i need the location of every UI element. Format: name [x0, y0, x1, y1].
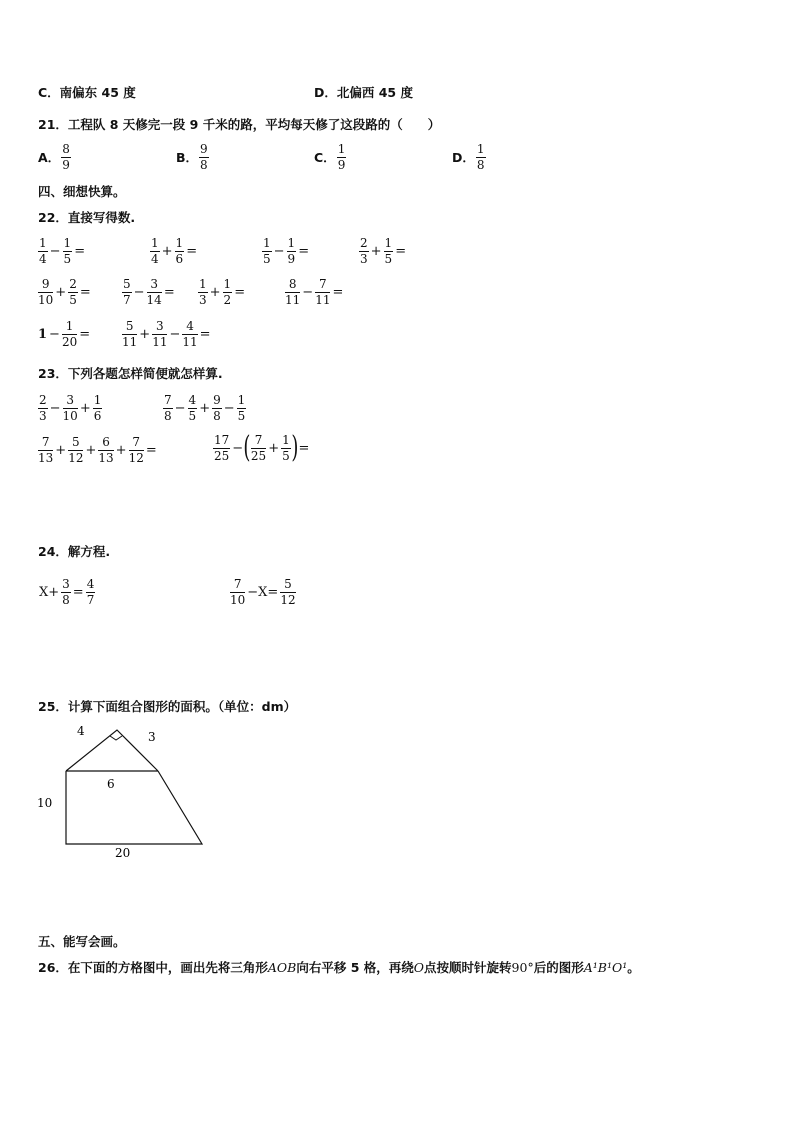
label-bottom: 20: [115, 846, 131, 860]
q22-item-8: $\frac{8}{11}$ − $\frac{7}{11}$ =: [285, 277, 344, 307]
q23-expr-1: $\frac{2}{3}$ − $\frac{3}{10}$ + $\frac{1}{6}$: [39, 393, 102, 423]
composite-figure: [30, 720, 230, 865]
q21-option-d: D． $\frac{1}{8}$: [452, 142, 485, 172]
section-5-title: 五、能写会画。: [38, 934, 126, 949]
label-left-leg: 4: [77, 724, 85, 738]
q22-item-2: $\frac{1}{4}$ + $\frac{1}{6}$ =: [151, 236, 198, 266]
q22-item-4: $\frac{2}{3}$ + $\frac{1}{5}$ =: [360, 236, 407, 266]
q25-title: 25．计算下面组合图形的面积。（单位：dm）: [38, 699, 297, 714]
label-right-leg: 3: [148, 730, 156, 744]
q22-item-3: $\frac{1}{5}$ − $\frac{1}{9}$ =: [263, 236, 310, 266]
label-base: 6: [107, 777, 115, 791]
q22-item-1: $\frac{1}{4}$ − $\frac{1}{5}$ =: [39, 236, 86, 266]
q22-item-9: 1 − $\frac{1}{20}$ =: [38, 319, 91, 349]
section-4-title: 四、细想快算。: [38, 184, 126, 199]
q23-expr-3: $\frac{7}{13}$ + $\frac{5}{12}$ + $\frac{6}{13}$ + $\frac{7}{12}$ =: [38, 435, 157, 465]
q23-expr-2: $\frac{7}{8}$ − $\frac{4}{5}$ + $\frac{9}{8}$ − $\frac{1}{5}$: [164, 393, 246, 423]
q22-title: 22．直接写得数.: [38, 210, 136, 225]
q23-title: 23．下列各题怎样简便就怎样算.: [38, 366, 223, 381]
q21-option-b: B． $\frac{9}{8}$: [176, 142, 208, 172]
left-paren: (: [243, 430, 251, 465]
q23-expr-4: $\frac{17}{25}$ − ( $\frac{7}{25}$ + $\frac{1}{5}$ ) =: [214, 430, 310, 465]
right-paren: ): [291, 430, 299, 465]
q24-equation-2: $\frac{7}{10}$ −X= $\frac{5}{12}$: [230, 577, 296, 607]
q21-stem: 21．工程队 8 天修完一段 9 千米的路，平均每天修了这段路的（ ）: [38, 117, 441, 132]
q26-stem: 26．在下面的方格图中，画出先将三角形AOB向右平移 5 格，再绕O点按顺时针旋转90°后的图形A¹B¹O¹。: [38, 960, 640, 975]
right-angle-mark: [110, 736, 122, 740]
q24-title: 24．解方程.: [38, 544, 111, 559]
q22-item-6: $\frac{5}{7}$ − $\frac{3}{14}$ =: [123, 277, 175, 307]
q21-option-a: A． $\frac{8}{9}$: [38, 142, 70, 172]
trapezoid-bottom: [66, 771, 202, 844]
q20-option-d: D．北偏西 45 度: [314, 85, 413, 100]
q21-option-c: C． $\frac{1}{9}$: [314, 142, 346, 172]
q20-option-c: C．南偏东 45 度: [38, 85, 136, 100]
q22-item-5: $\frac{9}{10}$ + $\frac{2}{5}$ =: [38, 277, 91, 307]
q22-item-10: $\frac{5}{11}$ + $\frac{3}{11}$ − $\frac{4}{11}$ =: [122, 319, 211, 349]
q24-equation-1: X+ $\frac{3}{8}$ = $\frac{4}{7}$: [39, 577, 95, 607]
label-height: 10: [37, 796, 53, 810]
q22-item-7: $\frac{1}{3}$ + $\frac{1}{2}$ =: [199, 277, 246, 307]
